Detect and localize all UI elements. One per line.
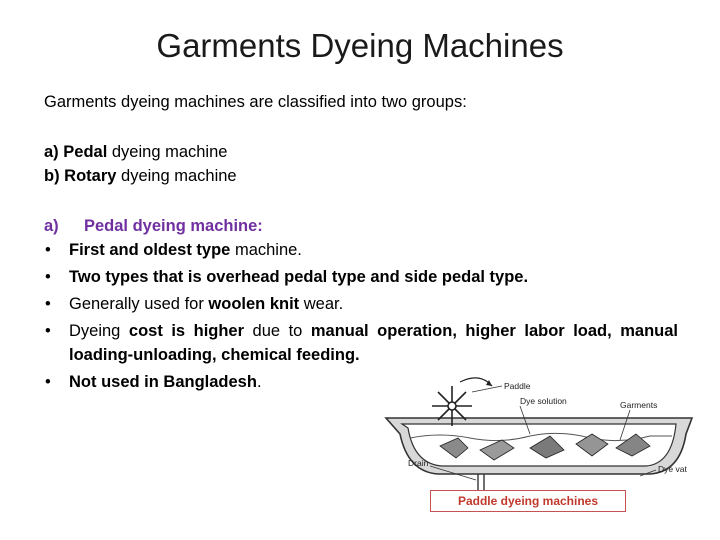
group-rest: dyeing machine: [116, 167, 237, 185]
bullet-text: due to: [244, 322, 311, 340]
group-item-rotary: [44, 164, 678, 188]
bullet-text: wear.: [299, 295, 344, 313]
bullet-bold: cost is higher: [128, 322, 245, 340]
bullet-icon: •: [45, 322, 51, 340]
bullet-text: Dyeing: [69, 322, 129, 340]
group-prefix: b): [44, 167, 60, 185]
bullet-icon: •: [45, 268, 51, 286]
group-item-pedal: [44, 140, 678, 164]
label-paddle: Paddle: [504, 381, 531, 391]
intro-text: Garments dyeing machines are classified into two groups:: [44, 93, 467, 111]
list-item: [44, 319, 678, 367]
figure-caption: Paddle dyeing machines: [457, 494, 599, 508]
bullet-icon: •: [45, 373, 51, 391]
group-prefix: a): [44, 143, 59, 161]
bullet-text: machine.: [230, 241, 302, 259]
section-index: a): [44, 217, 59, 235]
section-heading: [44, 214, 678, 238]
bullet-bold: Two types that is overhead pedal type and side pedal type.: [69, 268, 529, 286]
bullet-bold: Not used in Bangladesh: [69, 373, 257, 391]
list-item: [44, 265, 678, 289]
figure-caption-box: [430, 490, 626, 512]
list-item: [44, 292, 678, 316]
label-dye-solution: Dye solution: [520, 396, 567, 406]
leader-paddle: [472, 386, 502, 392]
slide-body: [44, 90, 678, 397]
bullet-text: Generally used for: [69, 295, 209, 313]
slide-title: Garments Dyeing Machines: [156, 27, 564, 64]
group-bold: Pedal: [63, 143, 108, 161]
bullet-bold: woolen knit: [208, 295, 300, 313]
bullet-icon: •: [45, 241, 51, 259]
list-item: [44, 238, 678, 262]
group-bold: Rotary: [64, 167, 117, 185]
bullet-icon: •: [45, 295, 51, 313]
paddle-wheel: [432, 386, 472, 426]
label-dye-vat: Dye vat: [658, 464, 687, 474]
bullet-bold: manual operation, higher labor load, manual loading-unloading, chemical feeding.: [69, 322, 679, 364]
drain-pipes: [478, 474, 484, 490]
bullet-bold: First and oldest type: [69, 241, 231, 259]
group-rest: dyeing machine: [107, 143, 228, 161]
bullet-text: .: [256, 373, 262, 391]
label-drain: Drain: [408, 458, 429, 468]
section-title: Pedal dyeing machine:: [84, 217, 263, 235]
label-garments: Garments: [620, 400, 658, 410]
